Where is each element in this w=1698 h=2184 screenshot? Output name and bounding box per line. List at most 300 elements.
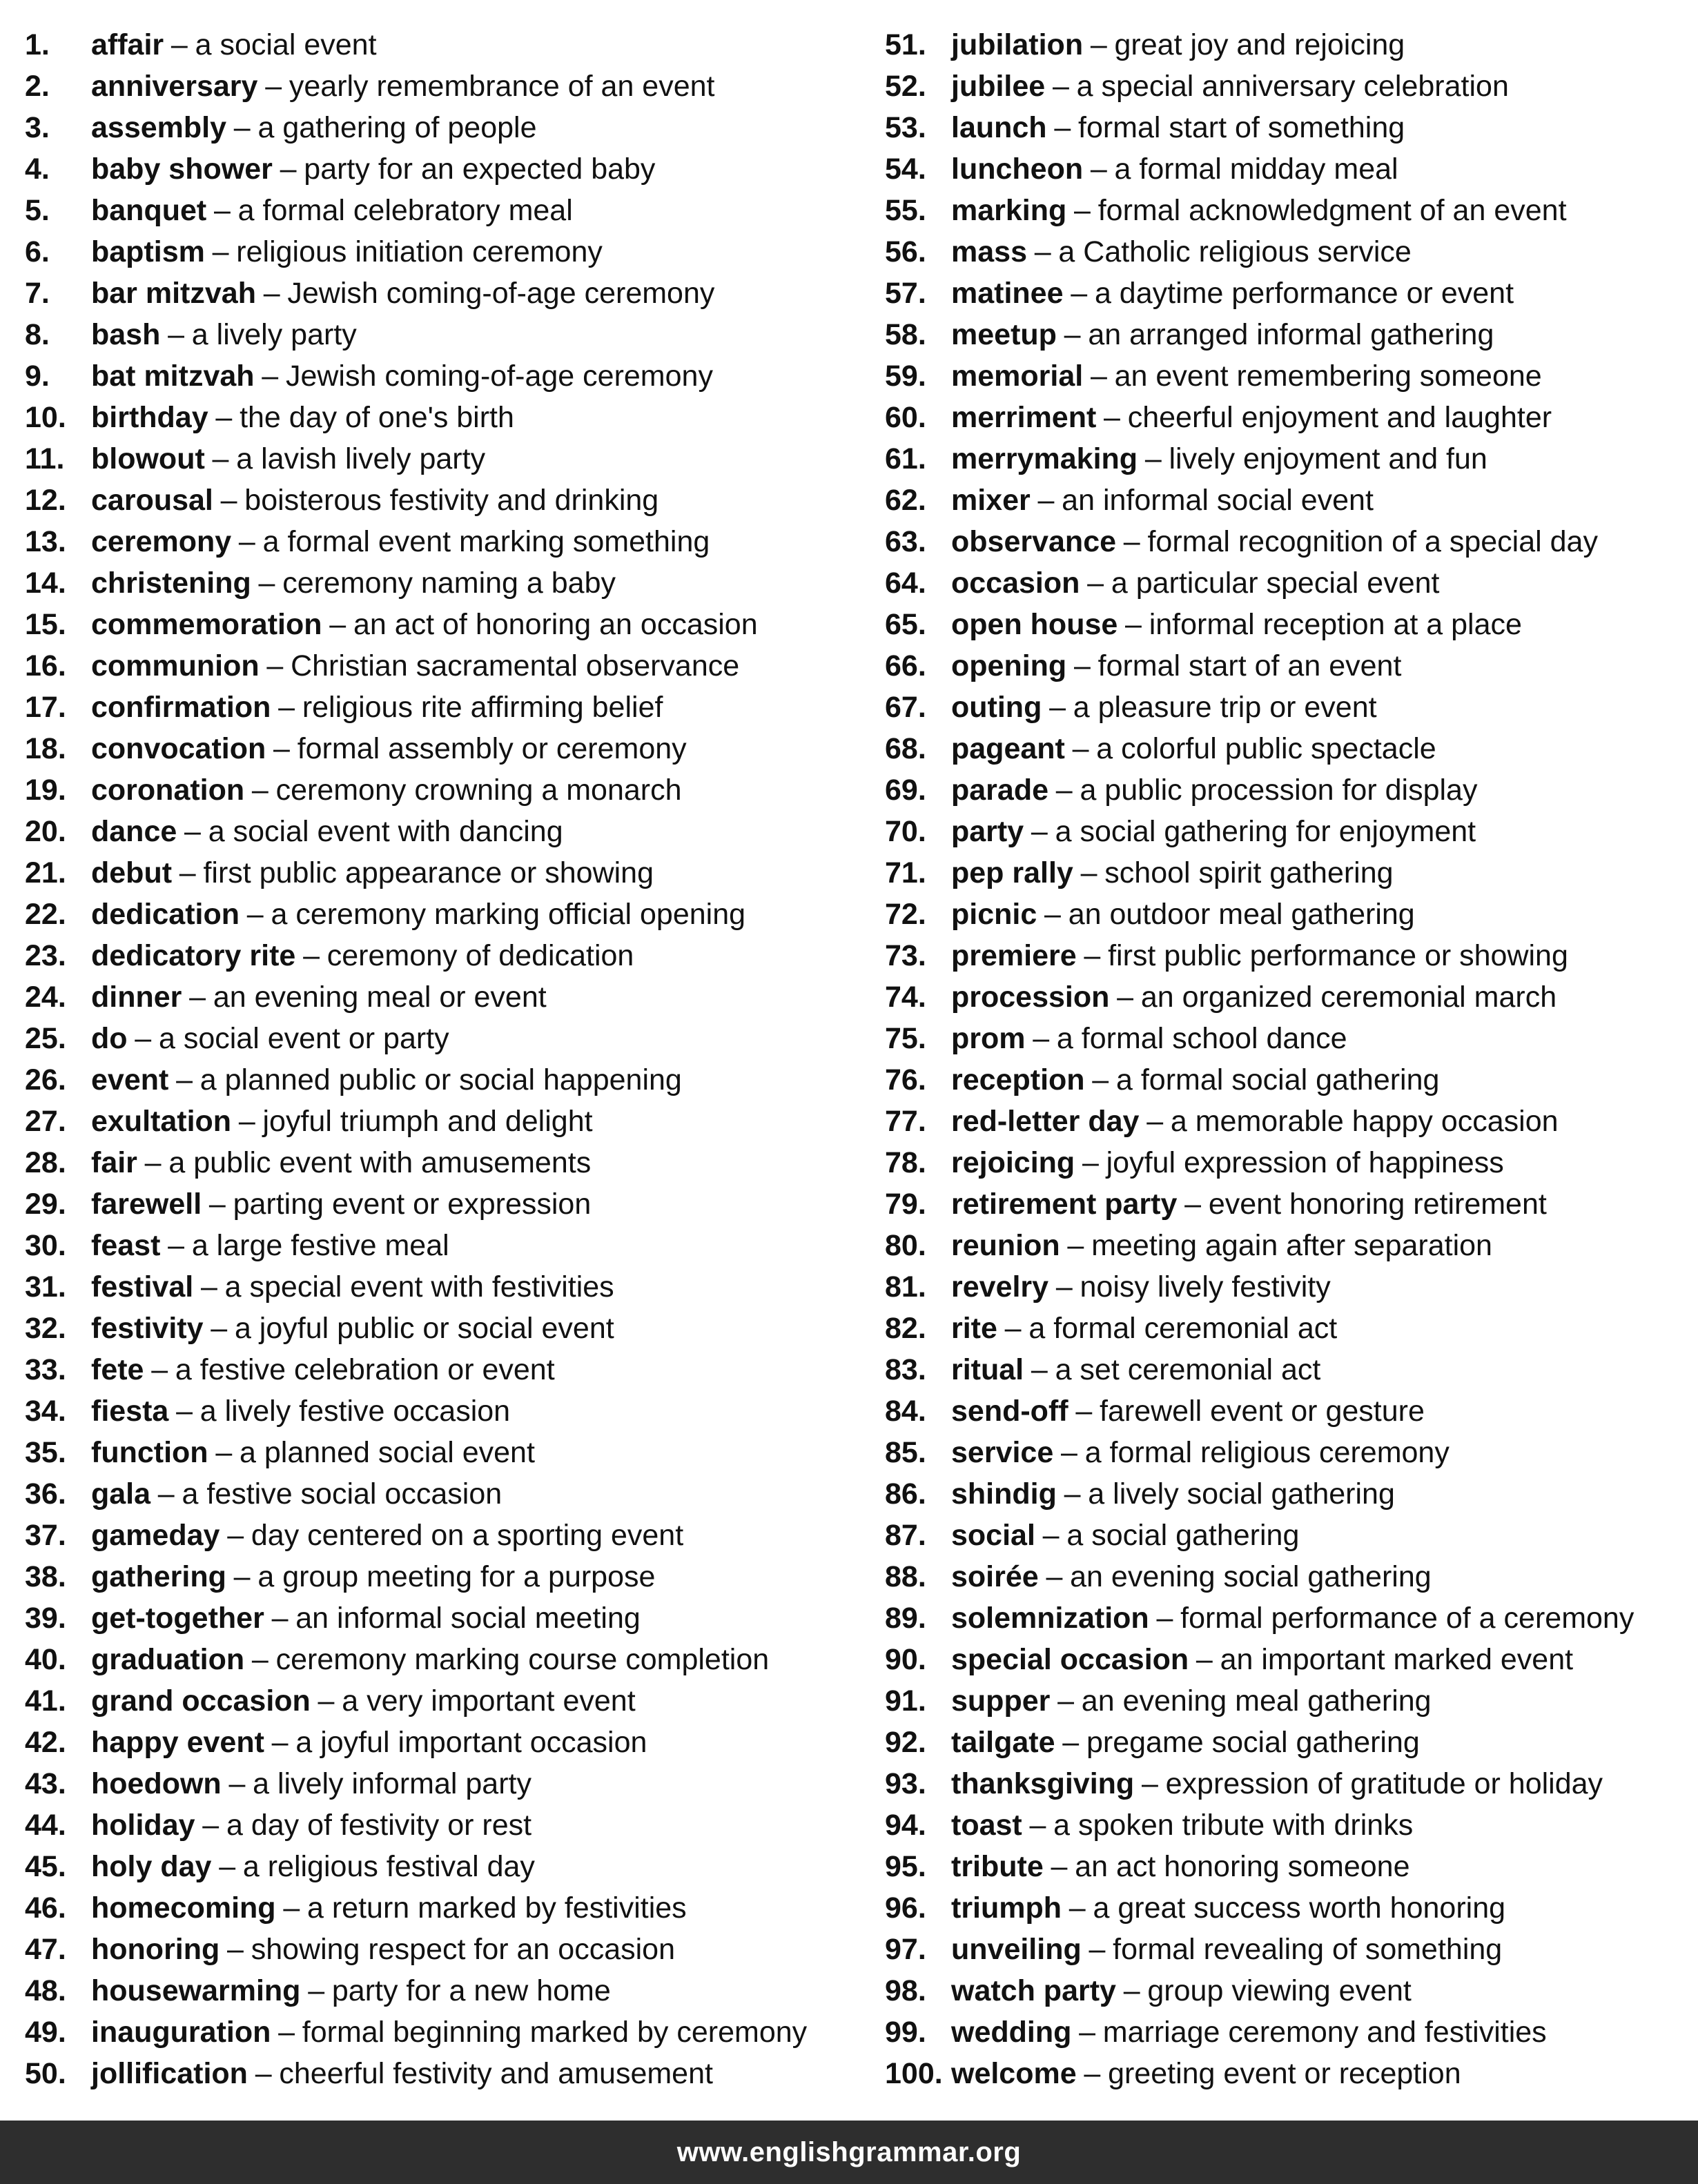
item-definition: joyful expression of happiness [1106,1146,1504,1179]
item-definition: a Catholic religious service [1058,235,1412,268]
item-definition: great joy and rejoicing [1114,28,1405,61]
list-item [885,604,1686,645]
item-definition: marriage ceremony and festivities [1102,2016,1547,2049]
item-definition: a lively social gathering [1088,1477,1395,1511]
item-term: affair [91,28,164,61]
list-item [25,107,860,148]
item-separator: – [1156,1602,1173,1635]
item-separator: – [1073,649,1091,682]
item-definition: a particular special event [1111,567,1440,600]
item-definition: ceremony crowning a monarch [275,774,682,807]
item-number: 99. [885,2016,926,2049]
item-term: rite [951,1312,997,1345]
list-item [25,1349,860,1390]
item-number: 78. [885,1146,926,1179]
list-item [885,1183,1686,1225]
item-number: 34. [25,1395,66,1428]
list-item [885,1804,1686,1846]
item-number: 44. [25,1809,66,1842]
item-separator: – [1029,1809,1046,1842]
item-separator: – [271,1726,289,1759]
item-definition: farewell event or gesture [1100,1395,1425,1428]
item-term: communion [91,649,260,682]
item-separator: – [1061,1436,1077,1469]
item-number: 13. [25,525,66,558]
item-definition: lively enjoyment and fun [1169,442,1487,475]
item-definition: an evening meal or event [213,981,547,1014]
list-item [25,231,860,273]
item-separator: – [1064,318,1081,351]
item-separator: – [1104,401,1120,434]
item-definition: a social gathering [1066,1519,1300,1552]
item-definition: a large festive meal [191,1229,449,1262]
list-item [885,355,1686,397]
item-definition: a joyful public or social event [234,1312,614,1345]
item-number: 41. [25,1684,66,1718]
item-number: 74. [885,981,926,1014]
item-number: 24. [25,981,66,1014]
item-definition: a group meeting for a purpose [257,1560,656,1593]
item-separator: – [227,1519,244,1552]
item-separator: – [1079,2016,1096,2049]
item-separator: – [1055,1270,1073,1303]
item-term: merrymaking [951,442,1138,475]
list-item [25,852,860,894]
list-item [25,521,860,562]
item-number: 93. [885,1767,926,1800]
item-term: opening [951,649,1067,682]
item-number: 45. [25,1850,66,1883]
item-separator: – [176,1063,193,1096]
item-definition: a pleasure trip or event [1073,691,1377,724]
item-definition: a colorful public spectacle [1096,732,1436,765]
item-number: 77. [885,1105,926,1138]
item-definition: a special event with festivities [224,1270,614,1303]
item-term: do [91,1022,128,1055]
list-item [25,1183,860,1225]
item-separator: – [1117,981,1134,1014]
item-term: confirmation [91,691,271,724]
list-item [885,852,1686,894]
item-separator: – [1042,1519,1060,1552]
item-separator: – [1082,1146,1099,1179]
item-number: 65. [885,608,926,641]
item-number: 80. [885,1229,926,1262]
item-number: 25. [25,1022,66,1055]
item-separator: – [1037,484,1055,517]
list-item [25,769,860,811]
item-term: soirée [951,1560,1039,1593]
item-definition: a lively party [191,318,357,351]
item-number: 31. [25,1270,66,1303]
item-term: assembly [91,111,227,144]
item-separator: – [151,1353,168,1386]
list-item [25,1101,860,1142]
list-item [25,273,860,314]
item-term: retirement party [951,1188,1178,1221]
item-term: premiere [951,939,1077,972]
list-item [25,2053,860,2094]
item-term: dedication [91,898,240,931]
item-separator: – [1144,442,1162,475]
item-separator: – [200,1270,217,1303]
item-definition: a set ceremonial act [1055,1353,1321,1386]
item-separator: – [273,732,290,765]
item-term: graduation [91,1643,245,1676]
item-definition: a formal midday meal [1114,153,1398,186]
list-item [25,397,860,438]
item-separator: – [184,815,201,848]
list-item [25,355,860,397]
item-separator: – [246,898,264,931]
item-definition: expression of gratitude or holiday [1165,1767,1603,1800]
item-number: 67. [885,691,926,724]
item-number: 98. [885,1974,926,2007]
item-definition: party for a new home [331,1974,611,2007]
item-term: anniversary [91,70,258,103]
item-definition: a formal religious ceremony [1084,1436,1450,1469]
item-number: 89. [885,1602,926,1635]
item-definition: joyful triumph and delight [262,1105,593,1138]
item-term: dance [91,815,177,848]
item-separator: – [219,1850,236,1883]
item-term: get-together [91,1602,264,1635]
list-item [885,24,1686,66]
item-separator: – [262,360,279,393]
item-definition: noisy lively festivity [1080,1270,1331,1303]
item-term: gala [91,1477,151,1511]
item-definition: a planned public or social happening [199,1063,682,1096]
item-number: 23. [25,939,66,972]
item-definition: Jewish coming-of-age ceremony [287,277,715,310]
list-item [885,1970,1686,2011]
list-item [25,728,860,769]
item-separator: – [283,1891,300,1925]
item-separator: – [258,567,275,600]
item-definition: a social event with dancing [208,815,563,848]
item-definition: an evening meal gathering [1081,1684,1432,1718]
list-item [25,894,860,935]
item-separator: – [1046,1560,1063,1593]
item-separator: – [202,1809,219,1842]
item-definition: the day of one's birth [240,401,514,434]
item-separator: – [211,1312,228,1345]
list-item [885,438,1686,480]
list-item [25,645,860,687]
item-number: 4. [25,153,50,186]
item-term: festival [91,1270,194,1303]
item-term: toast [951,1809,1022,1842]
item-number: 14. [25,567,66,600]
item-term: farewell [91,1188,202,1221]
item-term: baby shower [91,153,273,186]
item-number: 3. [25,111,50,144]
item-number: 50. [25,2057,66,2090]
item-definition: ceremony of dedication [326,939,634,972]
item-definition: a festive social occasion [182,1477,502,1511]
item-number: 35. [25,1436,66,1469]
list-item [25,2011,860,2053]
item-definition: a formal event marking something [262,525,710,558]
item-term: unveiling [951,1933,1082,1966]
list-item [25,687,860,728]
item-definition: a ceremony marking official opening [271,898,746,931]
item-number: 29. [25,1188,66,1221]
item-separator: – [303,939,320,972]
item-definition: an arranged informal gathering [1088,318,1494,351]
list-item [885,1142,1686,1183]
item-separator: – [179,856,196,889]
item-number: 15. [25,608,66,641]
item-definition: showing respect for an occasion [251,1933,675,1966]
item-number: 85. [885,1436,926,1469]
item-separator: – [1044,898,1061,931]
item-number: 97. [885,1933,926,1966]
item-number: 55. [885,194,926,227]
list-item [25,1556,860,1597]
item-number: 70. [885,815,926,848]
item-separator: – [227,1933,244,1966]
item-definition: a very important event [342,1684,636,1718]
item-separator: – [215,401,233,434]
item-number: 60. [885,401,926,434]
item-separator: – [1123,1974,1140,2007]
item-definition: cheerful enjoyment and laughter [1127,401,1552,434]
item-number: 30. [25,1229,66,1262]
item-term: jubilation [951,28,1084,61]
item-number: 21. [25,856,66,889]
list-item [885,273,1686,314]
footer-website-url: www.englishgrammar.org [676,2136,1022,2167]
item-number: 90. [885,1643,926,1676]
item-number: 96. [885,1891,926,1925]
list-item [885,1722,1686,1763]
item-separator: – [208,1188,226,1221]
item-number: 27. [25,1105,66,1138]
word-list-right-column [885,24,1686,2094]
item-number: 58. [885,318,926,351]
item-definition: an act honoring someone [1075,1850,1410,1883]
item-separator: – [1049,691,1066,724]
item-definition: parting event or expression [233,1188,592,1221]
item-definition: a great success worth honoring [1093,1891,1506,1925]
item-term: occasion [951,567,1080,600]
list-item [885,1059,1686,1101]
list-item [25,1804,860,1846]
item-term: matinee [951,277,1064,310]
item-term: picnic [951,898,1037,931]
item-definition: formal start of something [1078,111,1405,144]
list-item [885,894,1686,935]
list-item [885,769,1686,811]
item-term: shindig [951,1477,1057,1511]
item-separator: – [1125,608,1142,641]
item-definition: formal recognition of a special day [1147,525,1598,558]
item-number: 64. [885,567,926,600]
item-definition: an important marked event [1220,1643,1574,1676]
item-number: 84. [885,1395,926,1428]
item-separator: – [1051,1850,1068,1883]
item-term: inauguration [91,2016,271,2049]
item-term: happy event [91,1726,264,1759]
item-number: 42. [25,1726,66,1759]
list-item [885,811,1686,852]
list-item [25,1473,860,1515]
item-term: blowout [91,442,205,475]
list-item [885,1763,1686,1804]
item-separator: – [1055,774,1073,807]
item-term: rejoicing [951,1146,1075,1179]
item-separator: – [238,525,255,558]
list-item [25,1639,860,1680]
item-number: 51. [885,28,926,61]
item-term: tribute [951,1850,1044,1883]
list-item [25,314,860,355]
item-separator: – [1054,111,1071,144]
item-number: 52. [885,70,926,103]
item-definition: a formal school dance [1056,1022,1347,1055]
item-number: 33. [25,1353,66,1386]
list-item [885,2053,1686,2094]
list-item [25,1515,860,1556]
item-definition: an organized ceremonial march [1140,981,1557,1014]
item-separator: – [1004,1312,1022,1345]
item-separator: – [1092,1063,1109,1096]
item-separator: – [168,1229,185,1262]
item-term: bar mitzvah [91,277,256,310]
item-definition: a memorable happy occasion [1170,1105,1559,1138]
item-number: 71. [885,856,926,889]
item-definition: yearly remembrance of an event [289,70,715,103]
item-separator: – [1075,1395,1093,1428]
item-definition: a planned social event [240,1436,535,1469]
item-definition: a lively informal party [253,1767,531,1800]
item-number: 47. [25,1933,66,1966]
item-definition: Jewish coming-of-age ceremony [285,360,713,393]
item-separator: – [1031,1353,1048,1386]
item-definition: a lively festive occasion [199,1395,511,1428]
item-term: holiday [91,1809,195,1842]
item-number: 26. [25,1063,66,1096]
item-term: send-off [951,1395,1068,1428]
item-term: thanksgiving [951,1767,1135,1800]
item-term: event [91,1063,169,1096]
item-definition: event honoring retirement [1208,1188,1547,1221]
item-number: 88. [885,1560,926,1593]
item-number: 83. [885,1353,926,1386]
item-separator: – [1034,235,1051,268]
item-number: 22. [25,898,66,931]
item-term: parade [951,774,1049,807]
list-item [25,1308,860,1349]
item-term: banquet [91,194,207,227]
item-separator: – [251,774,269,807]
item-number: 75. [885,1022,926,1055]
list-item [885,1308,1686,1349]
item-definition: an informal social event [1062,484,1374,517]
item-term: fete [91,1353,144,1386]
item-separator: – [144,1146,162,1179]
list-item [25,438,860,480]
item-term: memorial [951,360,1084,393]
item-term: gameday [91,1519,220,1552]
item-term: ritual [951,1353,1024,1386]
item-separator: – [265,70,282,103]
item-number: 92. [885,1726,926,1759]
list-item [25,1929,860,1970]
item-separator: – [1196,1643,1213,1676]
list-item [885,1639,1686,1680]
list-item [885,1597,1686,1639]
item-definition: an informal social meeting [295,1602,641,1635]
list-item [25,811,860,852]
list-item [885,1266,1686,1308]
item-definition: a social event [195,28,377,61]
item-separator: – [176,1395,193,1428]
list-item [885,521,1686,562]
item-number: 6. [25,235,50,268]
item-term: hoedown [91,1767,222,1800]
item-term: supper [951,1684,1051,1718]
list-item [885,1680,1686,1722]
item-separator: – [1090,360,1107,393]
item-definition: a social gathering for enjoyment [1055,815,1476,848]
item-term: carousal [91,484,213,517]
item-term: reception [951,1063,1085,1096]
list-item [885,231,1686,273]
item-number: 61. [885,442,926,475]
item-number: 46. [25,1891,66,1925]
list-item [25,935,860,976]
item-definition: religious initiation ceremony [236,235,603,268]
item-separator: – [1090,28,1107,61]
list-item [885,1846,1686,1887]
item-term: christening [91,567,251,600]
item-number: 76. [885,1063,926,1096]
list-item [885,1349,1686,1390]
item-separator: – [278,2016,295,2049]
item-definition: religious rite affirming belief [302,691,663,724]
item-definition: informal reception at a place [1149,608,1522,641]
item-separator: – [228,1767,246,1800]
item-definition: a social event or party [158,1022,449,1055]
item-term: solemnization [951,1602,1149,1635]
item-term: dinner [91,981,182,1014]
item-separator: – [266,649,284,682]
item-definition: formal assembly or ceremony [297,732,687,765]
item-separator: – [1074,194,1091,227]
list-item [885,935,1686,976]
list-item [25,1763,860,1804]
item-separator: – [329,608,347,641]
item-term: feast [91,1229,161,1262]
footer-bar [0,2121,1698,2184]
item-number: 54. [885,153,926,186]
item-separator: – [263,277,280,310]
item-definition: a spoken tribute with drinks [1053,1809,1414,1842]
item-definition: first public performance or showing [1108,939,1568,972]
item-definition: a formal ceremonial act [1028,1312,1338,1345]
item-term: tailgate [951,1726,1055,1759]
item-term: service [951,1436,1054,1469]
item-term: dedicatory rite [91,939,296,972]
item-term: bat mitzvah [91,360,255,393]
item-term: party [951,815,1024,848]
item-term: launch [951,111,1047,144]
item-definition: a religious festival day [242,1850,535,1883]
item-separator: – [1080,856,1097,889]
list-item [885,1473,1686,1515]
